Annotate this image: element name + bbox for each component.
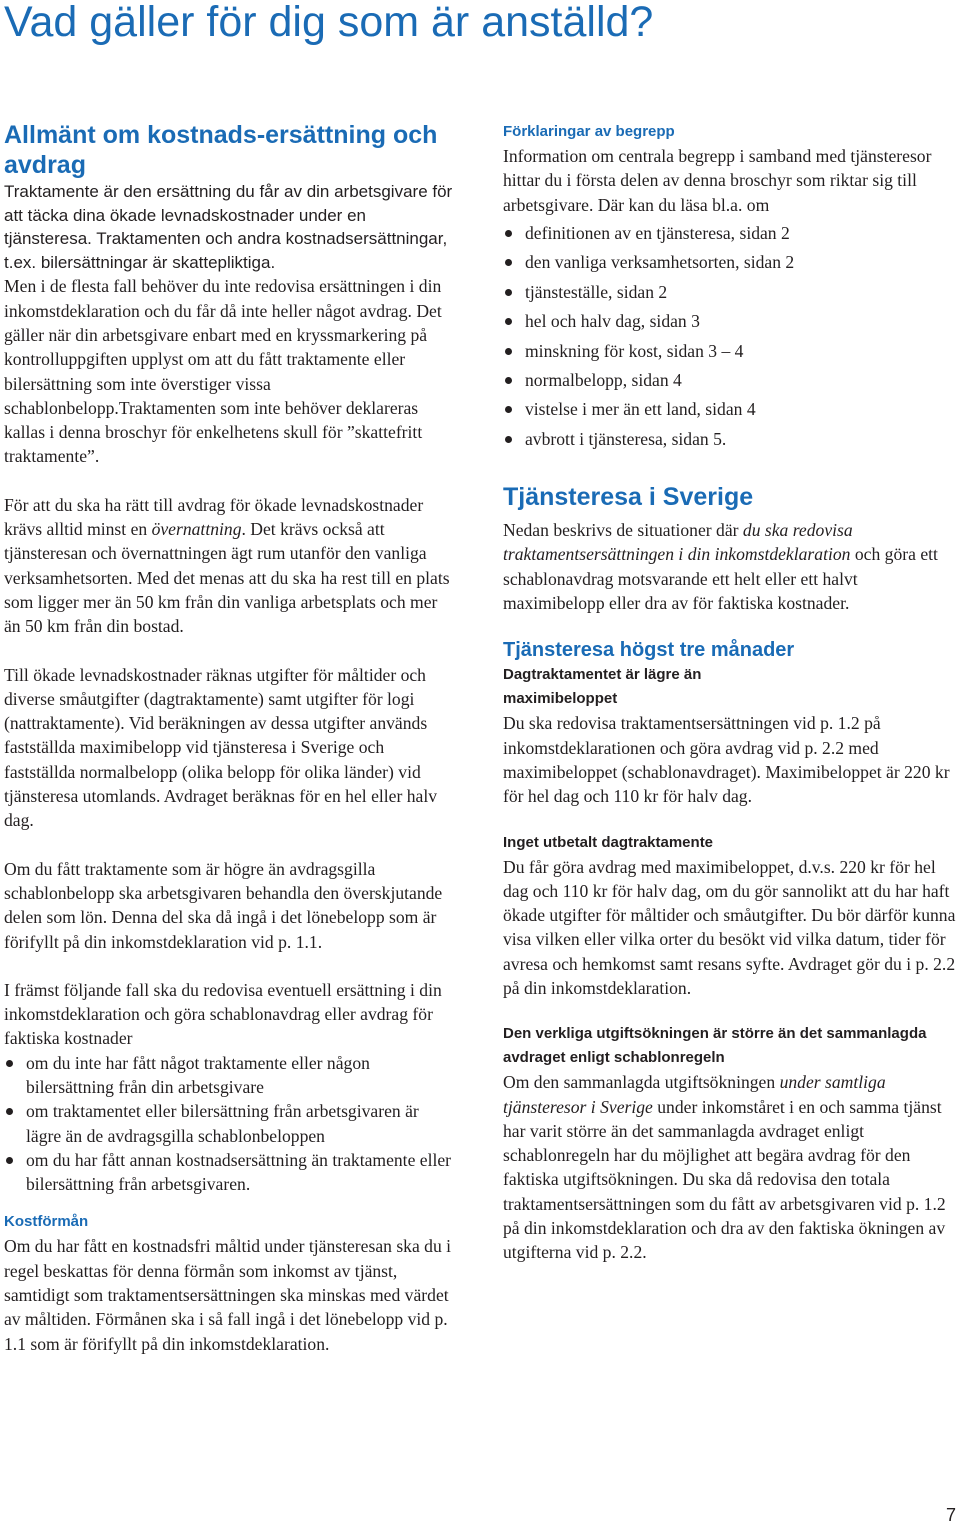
list-item: den vanliga verksamhetsorten, sidan 2 <box>503 248 958 277</box>
inget-dagtraktamente-text: Du får göra avdrag med maximibeloppet, d.v.s. 220 kr för hel dag och 110 kr för halv dag, om du gör sannolikt att du har haft ökade utgifter för måltider och småutgifter. Du bör därför kunna visa vilken eller vilka orter du besökt vid vilka datum, tider för avresa och hemkomst samt resans syfte. Avdraget gör du i p. 2.2 på din inkomstdeklaration. <box>503 856 956 998</box>
sverige-heading: Tjänsteresa i Sverige <box>503 483 754 512</box>
list-item: hel och halv dag, sidan 3 <box>503 307 958 336</box>
inget-dagtraktamente-heading: Inget utbetalt dagtraktamente <box>503 833 714 851</box>
left-column <box>4 120 456 1356</box>
list-item: om traktamentet eller bilersättning från arbetsgivaren är lägre än de avdragsgilla schablonbeloppen <box>4 1099 456 1148</box>
list-item: vistelse i mer än ett land, sidan 4 <box>503 395 958 424</box>
begrepp-text: Information om centrala begrepp i samband med tjänsteresor hittar du i första delen av denna broschyr som riktar sig till arbetsgivare. Där kan du läsa bl.a. om <box>503 146 932 215</box>
levnadskostnader-paragraph: Till ökade levnadskostnader räknas utgifter för måltider och diverse småutgifter (dagtraktamente) samt utgifter för logi (nattraktamente). Vid beräkningen av dessa utgifter används fastställda maximibelopp vid tjänsteresa i Sverige och fastställda normalbelopp (olika belopp för olika länder) vid tjänsteresa utomlands. Avdraget beräknas för en hel eller halv dag. <box>4 664 438 831</box>
redovisa-bullet-list <box>4 1051 456 1197</box>
redovisa-paragraph: I främst följande fall ska du redovisa eventuell ersättning i din inkomstdeklaration och göra schablonavdrag eller avdrag för faktiska kostnader <box>4 979 442 1049</box>
list-item: normalbelopp, sidan 4 <box>503 366 958 395</box>
overnattning-paragraph: För att du ska ha rätt till avdrag för ökade levnadskostnader krävs alltid minst en övernattning. Det krävs också att tjänsteresan och övernattningen ägt rum utanför den vanliga verksamhetsorten. Med det menas att du ska ha rest till en plats som ligger mer än 50 km från din vanliga arbetsplats och mer än 50 km från din bostad. <box>4 494 450 637</box>
page-title: Vad gäller för dig som är anställd? <box>4 0 654 46</box>
begrepp-bullet-list <box>503 219 958 454</box>
list-item: avbrott i tjänsteresa, sidan 5. <box>503 425 958 454</box>
list-item: definitionen av en tjänsteresa, sidan 2 <box>503 219 958 248</box>
verkliga-utgiftsokningen-text: Om den sammanlagda utgiftsökningen under samtliga tjänsteresor i Sverige under inkomståret i en och samma tjänst har varit större än det sammanlagda avdraget enligt schablonregeln har du möjlighet att begära avdrag för den faktiska utgiftsökningen. Du ska då redovisa den totala traktamentsersättningen som du fått av arbetsgivaren vid p. 1.2 på din inkomstdeklaration och dra av den faktiska ökningen av utgifterna vid p. 2.2. <box>503 1072 946 1263</box>
section-heading-allmant: Allmänt om kostnads-ersättning och avdrag <box>4 121 438 179</box>
sverige-text: Nedan beskrivs de situationer där du ska redovisa traktamentsersättningen i din inkomstdeklaration och göra ett schablonavdrag motsvarande ett helt eller ett halvt maximibelopp eller dra av för faktiska kostnader. <box>503 520 938 614</box>
list-item: minskning för kost, sidan 3 – 4 <box>503 337 958 366</box>
dagtraktamente-heading: Dagtraktamentet är lägre än maximibeloppet <box>503 666 702 708</box>
verkliga-utgiftsokningen-heading: Den verkliga utgiftsökningen är större än det sammanlagda avdraget enligt schablonregeln <box>503 1025 927 1067</box>
right-column <box>503 120 958 1265</box>
hogst-tre-manader-heading: Tjänsteresa högst tre månader <box>503 639 795 662</box>
intro-text: Traktamente är den ersättning du får av din arbetsgivare för att täcka dina ökade levnadskostnader under en tjänsteresa. Traktamenten och andra kostnadsersättningar, t.ex. bilersättningar är skattepliktiga. <box>4 182 453 272</box>
page-number: 7 <box>945 1505 956 1525</box>
list-item: om du inte har fått något traktamente eller någon bilersättning från din arbetsgivare <box>4 1051 456 1100</box>
hogre-traktamente-paragraph: Om du fått traktamente som är högre än avdragsgilla schablonbelopp ska arbetsgivaren behandla den överskjutande delen som lön. Denna del ska då ingå i det lönebelopp som är förifyllt på din inkomstdeklaration vid p. 1.1. <box>4 858 443 952</box>
dagtraktamente-text: Du ska redovisa traktamentsersättningen vid p. 1.2 på inkomstdeklarationen och göra avdrag vid p. 2.2 med maximibeloppet (schablonavdraget). Maximibeloppet är 220 kr för hel dag och 110 kr för halv dag. <box>503 713 950 807</box>
kostforman-text: Om du har fått en kostnadsfri måltid under tjänsteresan ska du i regel beskattas för denna förmån som inkomst av tjänst, samtidigt som traktamentsersättningen ska minskas med värdet av måltiden. Förmånen ska i så fall ingå i det lönebelopp vid p. 1.1 som är förifyllt på din inkomstdeklaration. <box>4 1236 452 1354</box>
begrepp-heading: Förklaringar av begrepp <box>503 123 675 140</box>
kostforman-heading: Kostförmån <box>4 1213 89 1231</box>
list-item: tjänsteställe, sidan 2 <box>503 278 958 307</box>
intro-continued-text: Men i de flesta fall behöver du inte redovisa ersättningen i din inkomstdeklaration och du får då inte heller något avdrag. Det gäller när din arbetsgivare enbart med en kryssmarkering på kontrolluppgiften upplyst om att du fått traktamente eller bilersättning som inte överstiger vissa schablonbelopp.Traktamenten som inte behöver deklareras kallas i denna broschyr för enkelhetens skull för ”skattefritt traktamente”. <box>4 276 442 467</box>
list-item: om du har fått annan kostnadsersättning än traktamente eller bilersättning från arbetsgivaren. <box>4 1148 456 1197</box>
